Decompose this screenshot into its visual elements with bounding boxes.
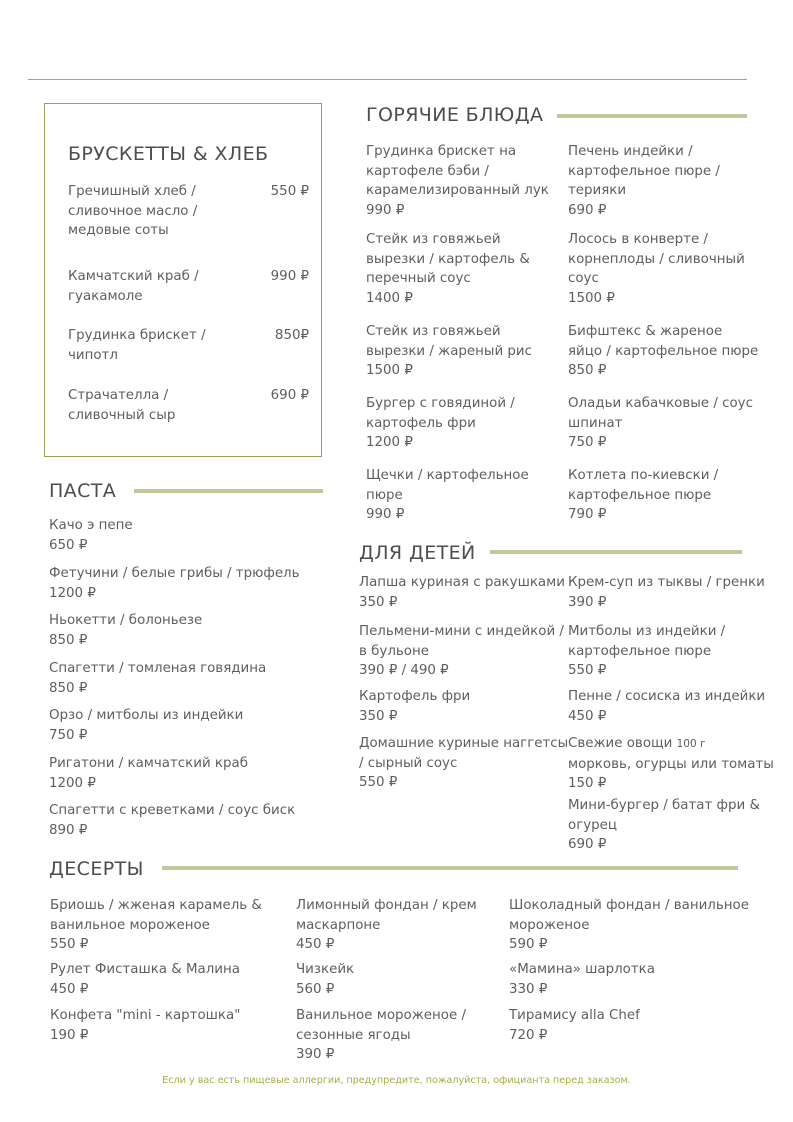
menu-item: Лимонный фондан / крем маскарпоне 450 ₽ — [296, 898, 477, 953]
menu-item: Тирамису alla Chef 720 ₽ — [509, 1008, 640, 1043]
menu-item-name: Гречишный хлеб / сливочное масло / медовые соты — [68, 184, 198, 239]
menu-item: Митболы из индейки / картофельное пюре 550 ₽ — [568, 624, 726, 679]
menu-item-name: Камчатский краб / гуакамоле — [68, 269, 199, 304]
bruschetta-heading: БРУСКЕТТЫ & ХЛЕБ — [68, 143, 269, 165]
menu-item: «Мамина» шарлотка 330 ₽ — [509, 962, 655, 997]
menu-item: Рулет Фисташка & Малина 450 ₽ — [50, 962, 240, 997]
menu-item: Печень индейки / картофельное пюре / терияки 690 ₽ — [568, 144, 720, 218]
menu-item: Мини-бургер / батат фри & огурец 690 ₽ — [568, 798, 760, 853]
hot-dishes-heading: ГОРЯЧИЕ БЛЮДА — [366, 104, 544, 126]
menu-item: Пенне / сосиска из индейки 450 ₽ — [568, 689, 766, 724]
desserts-heading: ДЕСЕРТЫ — [49, 858, 144, 880]
pasta-heading-bar — [134, 489, 323, 493]
menu-item: Грудинка брискет на картофеле бэби / карамелизированный лук 990 ₽ — [366, 144, 549, 218]
menu-item: Картофель фри 350 ₽ — [359, 689, 471, 724]
top-divider — [28, 79, 747, 80]
menu-item: Пельмени-мини с индейкой / в бульоне 390 ₽ / 490 ₽ — [359, 624, 564, 679]
menu-item: Ригатони / камчатский краб 1200 ₽ — [49, 756, 248, 791]
menu-item: Стейк из говяжьей вырезки / жареный рис 1500 ₽ — [366, 324, 532, 379]
menu-item: Щечки / картофельное пюре 990 ₽ — [366, 468, 529, 523]
menu-item: Качо э пепе 650 ₽ — [49, 518, 133, 553]
menu-item: Лосось в конверте / корнеплоды / сливочный соус 1500 ₽ — [568, 232, 745, 306]
menu-item-price: 690 ₽ — [270, 388, 309, 403]
menu-item: Оладьи кабачковые / соус шпинат 750 ₽ — [568, 396, 753, 451]
hot-dishes-heading-bar — [557, 114, 747, 118]
menu-item: Ньокетти / болоньезе 850 ₽ — [49, 613, 203, 648]
menu-item: Шоколадный фондан / ванильное мороженое 590 ₽ — [509, 898, 749, 953]
menu-item-name: Грудинка брискет / чипотл — [68, 328, 206, 363]
kids-heading-bar — [490, 550, 742, 554]
menu-item: Стейк из говяжьей вырезки / картофель & перечный соус 1400 ₽ — [366, 232, 530, 306]
menu-item: Домашние куриные наггетсы / сырный соус 550 ₽ — [359, 736, 569, 791]
menu-item: Бриошь / жженая карамель & ванильное мороженое 550 ₽ — [50, 898, 262, 953]
menu-item: Бифштекс & жареное яйцо / картофельное пюре 850 ₽ — [568, 324, 759, 379]
pasta-heading: ПАСТА — [49, 480, 117, 502]
menu-item: Свежие овощи 100 г морковь, огурцы или томаты 150 ₽ — [568, 736, 774, 792]
menu-item: Ванильное мороженое / сезонные ягоды 390 ₽ — [296, 1008, 466, 1063]
menu-item: Крем-суп из тыквы / гренки 390 ₽ — [568, 575, 765, 610]
menu-item: Конфета "mini - картошка" 190 ₽ — [50, 1008, 241, 1043]
kids-heading: ДЛЯ ДЕТЕЙ — [359, 542, 476, 564]
menu-item: Бургер с говядиной / картофель фри 1200 ₽ — [366, 396, 515, 451]
menu-item-price: 990 ₽ — [270, 269, 309, 284]
menu-item: Чизкейк 560 ₽ — [296, 962, 355, 997]
menu-item-price: 850₽ — [274, 328, 309, 343]
allergy-note: Если у вас есть пищевые аллергии, предупредите, пожалуйста, официанта перед заказом. — [162, 1075, 631, 1086]
menu-item: Фетучини / белые грибы / трюфель 1200 ₽ — [49, 566, 300, 601]
menu-item: Спагетти с креветками / соус биск 890 ₽ — [49, 803, 296, 838]
menu-item: Спагетти / томленая говядина 850 ₽ — [49, 661, 267, 696]
desserts-heading-bar — [162, 866, 738, 870]
menu-item: Лапша куриная с ракушками 350 ₽ — [359, 575, 565, 610]
menu-item: Котлета по-киевски / картофельное пюре 790 ₽ — [568, 468, 719, 523]
menu-item-name: Страчателла / сливочный сыр — [68, 388, 176, 423]
menu-item-price: 550 ₽ — [270, 184, 309, 199]
menu-item: Орзо / митболы из индейки 750 ₽ — [49, 708, 244, 743]
